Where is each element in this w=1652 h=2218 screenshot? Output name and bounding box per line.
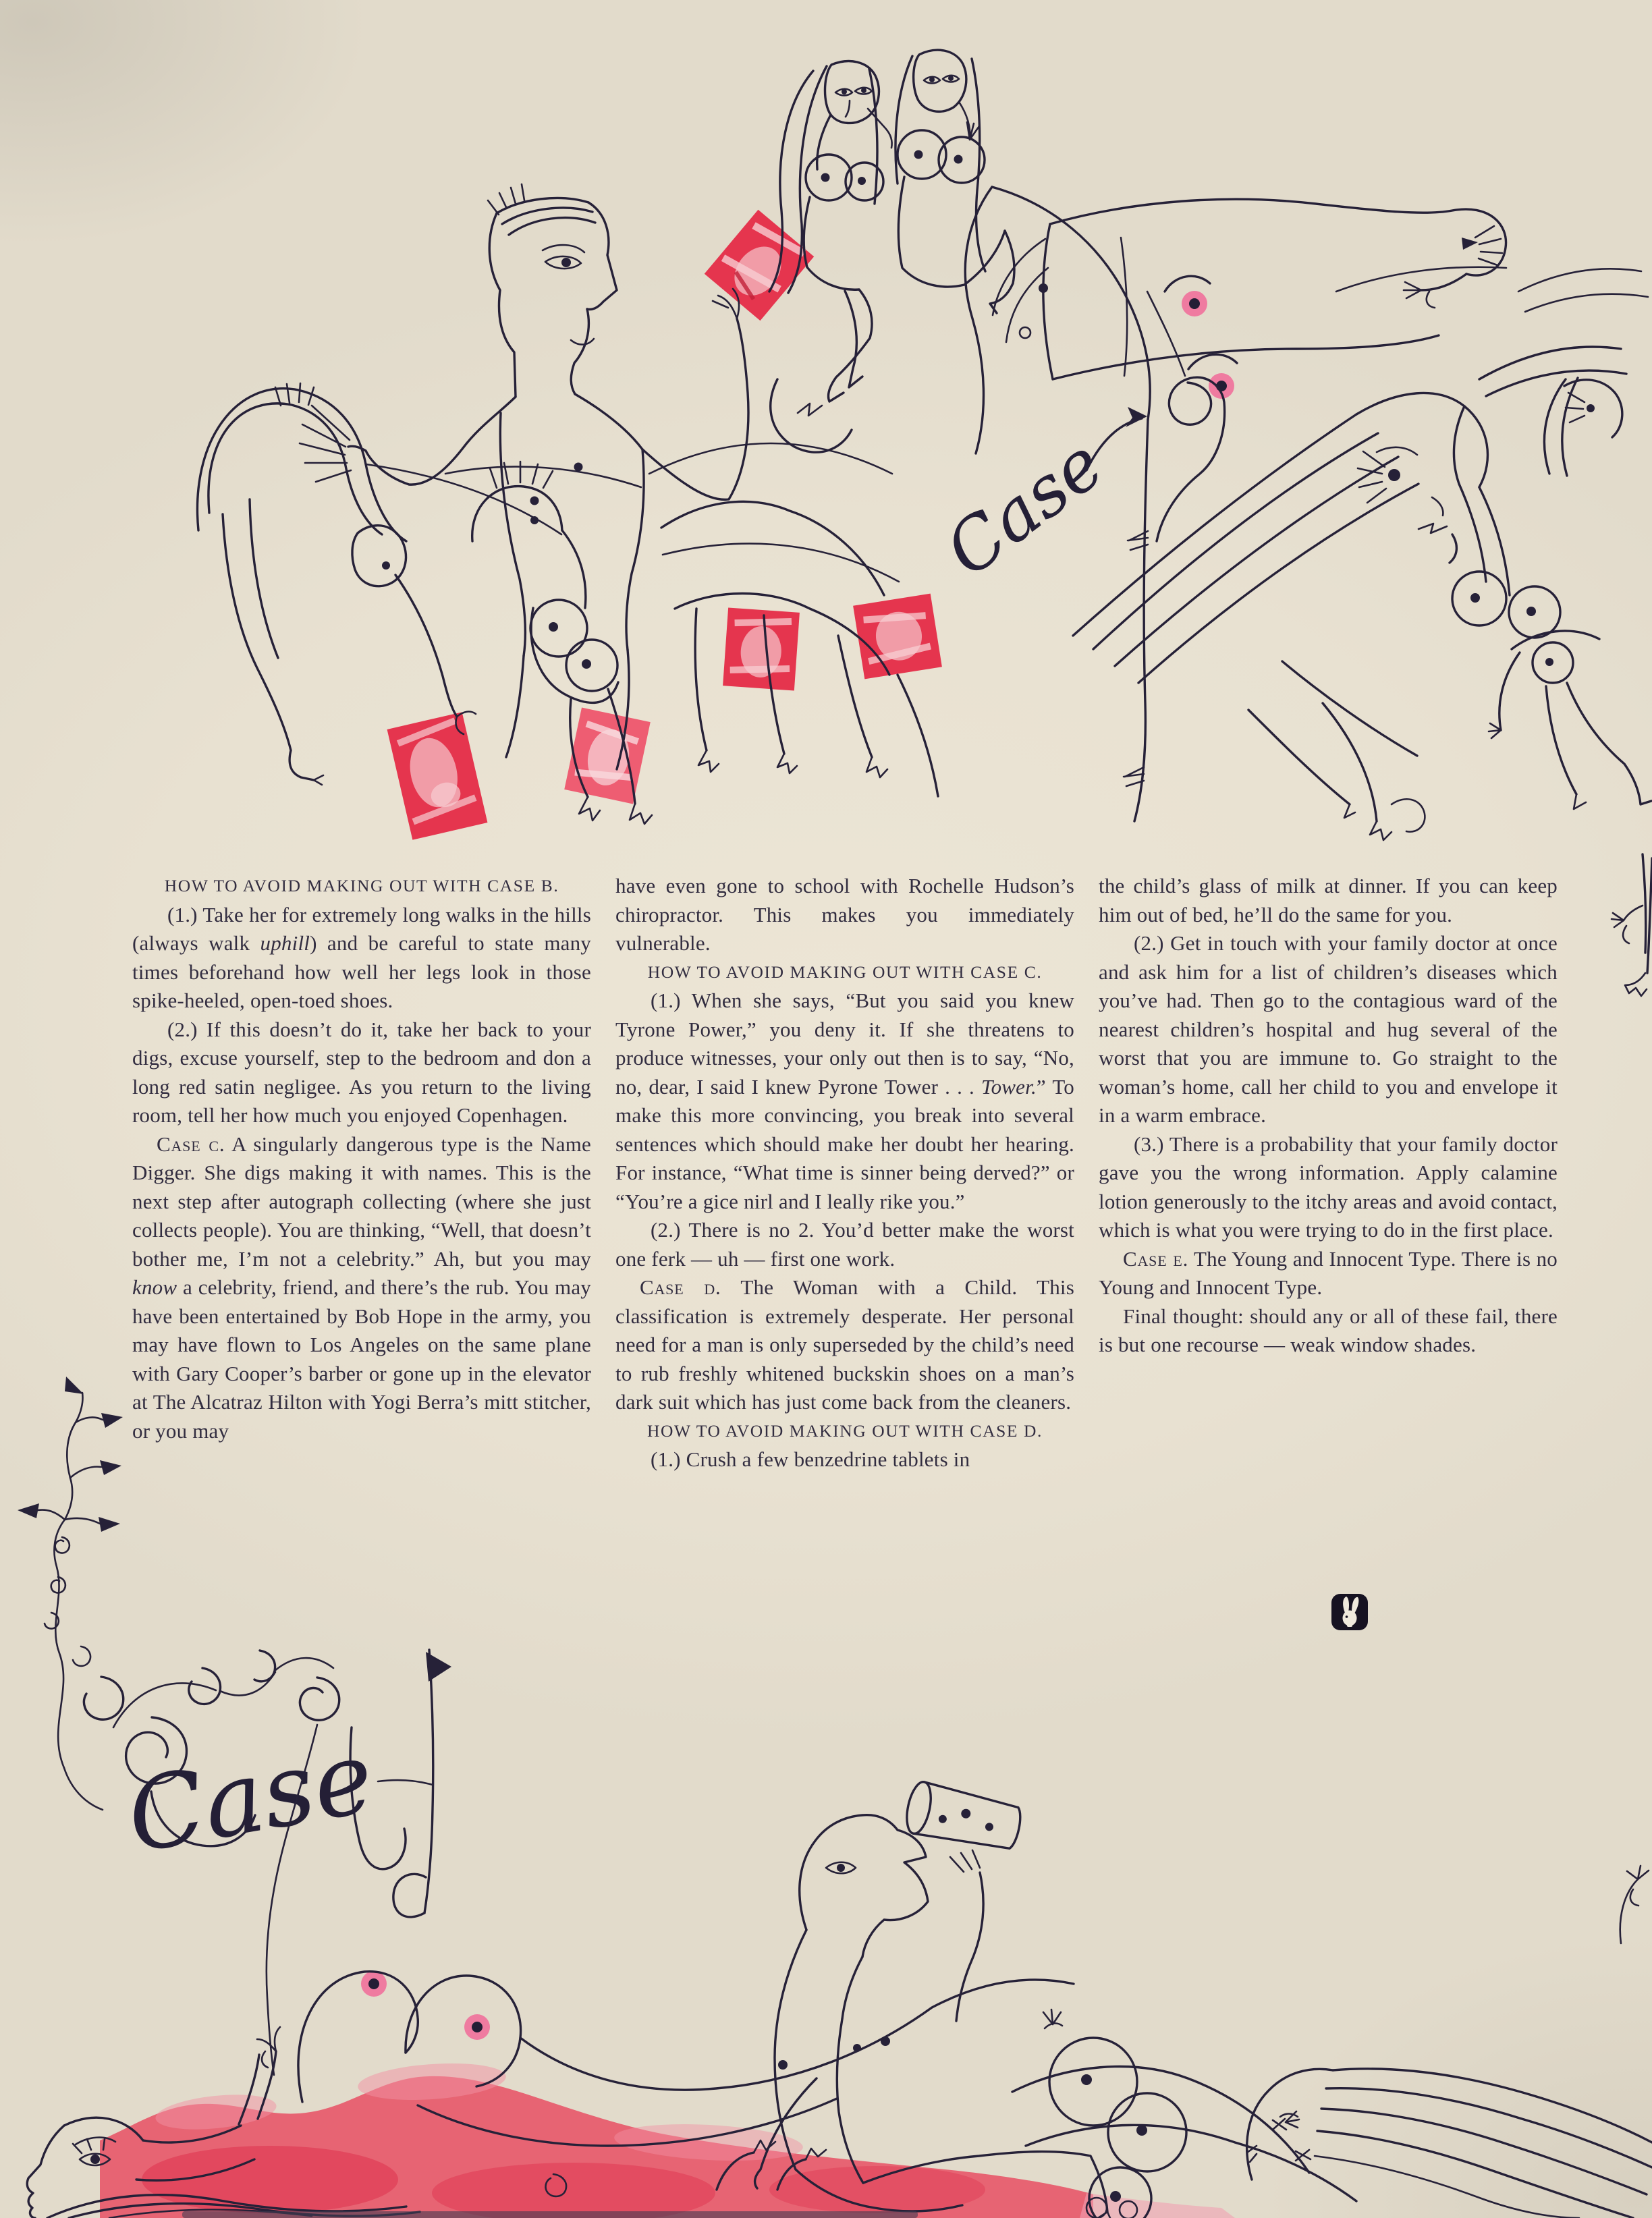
right-margin-figure [1612, 854, 1652, 996]
bottom-caption-script: Case [119, 1718, 382, 1876]
text-column-3 [1099, 872, 1558, 1474]
paragraph: (2.) If this doesn’t do it, take her back to your digs, excuse yourself, step to the bedroom and don a long red satin negligee. As you return to the living room, tell her how much you enjoyed Copenhagen. [132, 1017, 591, 1127]
text-column-2 [615, 872, 1074, 1474]
section-heading-case-b: HOW TO AVOID MAKING OUT WITH CASE B. [164, 876, 559, 895]
text-column-1 [132, 872, 591, 1474]
paragraph: Case c. A singularly dangerous type is the Name Digger. She digs making it with names. This is the next step after autograph collecting (where she just collects people). You are thinking, “Well, that doesn’t bother me, I’m not a celebrity.” Ah, but you may know a celebrity, friend, and there’s the rub. You may have been entertained by Bob Hope in the army, you may have flown to Los Angeles on the same plane with Gary Cooper’s barber or gone up in the elevator at The Alcatraz Hilton with Yogi Berra’s mitt stitcher, or you may [132, 1132, 592, 1443]
paragraph: (1.) When she says, “But you said you knew Tyrone Power,” you deny it. If she threatens to produce witnesses, your only out then is to say, “No, no, dear, I said I knew Pyrone Tower . . . Tower.” To make this more convincing, you break into several sentences which should make her doubt her hearing. For instance, “What time is sinner being derved?” or “You’re a gice nirl and I leally rike you.” [615, 989, 1074, 1213]
paragraph: (1.) Crush a few benzedrine tablets in [651, 1447, 970, 1471]
section-heading-case-c: HOW TO AVOID MAKING OUT WITH CASE C. [647, 962, 1043, 982]
paragraph: the child’s glass of milk at dinner. If you can keep him out of bed, he’ll do the same for you. [1099, 874, 1558, 926]
postage-stamp-graphic [853, 594, 942, 680]
playboy-bunny-logo-icon [1331, 1594, 1368, 1630]
top-caption-script: Case [930, 422, 1118, 592]
vine-doodle [18, 1377, 123, 1810]
paragraph: (1.) Take her for extremely long walks in the hills (always walk uphill) and be careful to state many times beforehand how well her legs look in those spike-heeled, open-toed shoes. [132, 902, 592, 1012]
paragraph: (2.) Get in touch with your family doctor at once and ask him for a list of children’s diseases which you’ve had. Then go to the contagious ward of the nearest children’s hospital and hug several of the worst that you are immune to. Go straight to the woman’s home, call her child to you and envelope it in a warm embrace. [1099, 931, 1558, 1127]
top-illustration [197, 50, 1651, 840]
paragraph: have even gone to school with Rochelle Hudson’s chiropractor. This makes you immediately vulnerable. [615, 874, 1074, 955]
paragraph: (3.) There is a probability that your family doctor gave you the wrong information. Apply calamine lotion generously to the itchy areas and avoid contact, which is what you were trying to do in the first place. [1099, 1132, 1558, 1242]
postage-stamp-graphic [723, 607, 800, 690]
section-heading-case-d: HOW TO AVOID MAKING OUT WITH CASE D. [646, 1420, 1043, 1441]
paragraph: Final thought: should any or all of these fail, there is but one recourse — weak window shades. [1099, 1304, 1558, 1356]
article-body [132, 872, 1558, 1474]
postage-stamp-graphic [564, 708, 651, 804]
paragraph: Case d. The Woman with a Child. This classification is extremely desperate. Her personal need for a man is only superseded by the child’s need to rub freshly whitened buckskin shoes on a man’s dark suit which has just come back from the cleaners. [615, 1275, 1074, 1414]
paragraph: Case e. The Young and Innocent Type. There is no Young and Innocent Type. [1099, 1246, 1558, 1299]
paragraph: (2.) There is no 2. You’d better make the worst one ferk — uh — first one work. [615, 1218, 1074, 1271]
pink-accent-dots-bottom [361, 1971, 490, 2040]
postage-stamp-graphic [387, 712, 488, 839]
